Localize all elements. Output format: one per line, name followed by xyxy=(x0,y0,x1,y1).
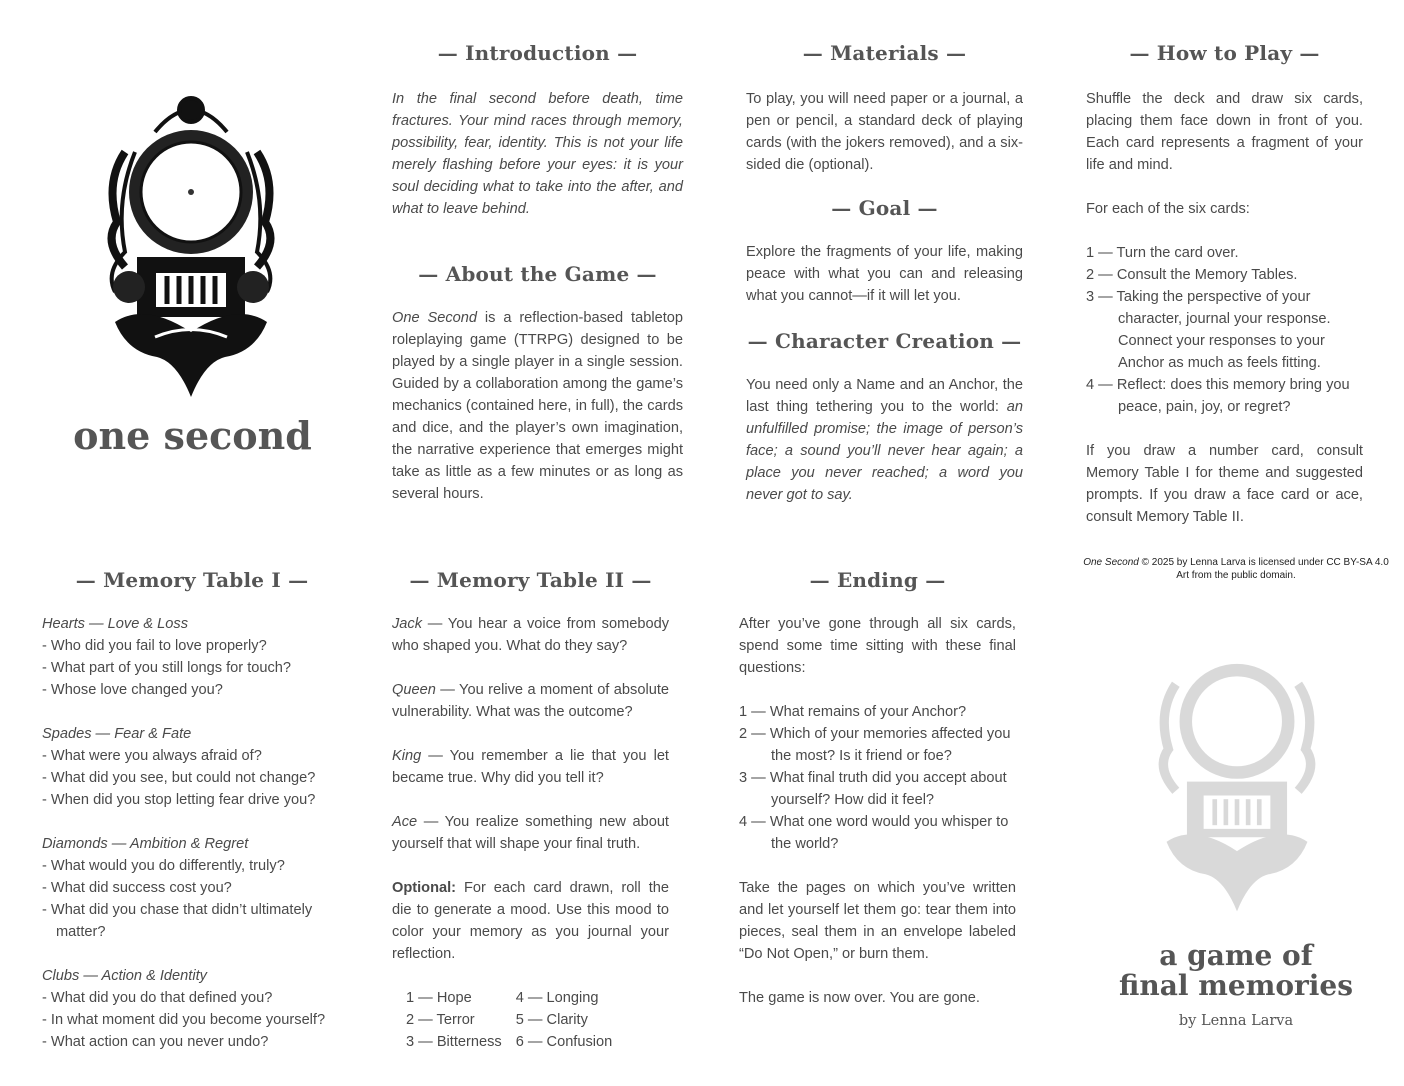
license-text: © 2025 by Lenna Larva is licensed under CC BY-SA 4.0 xyxy=(1138,557,1389,568)
suit-title: Spades — Fear & Fate xyxy=(42,726,192,742)
memory-table-2 xyxy=(392,567,669,1053)
ending-question: 2 — Which of your memories affected you the most? Is it friend or foe? xyxy=(739,726,1011,764)
prompt: - What were you always afraid of? xyxy=(42,748,262,764)
about-title-italic: One Second xyxy=(392,310,477,326)
howto-intro: Shuffle the deck and draw six cards, placing them face down in front of you. Each card represents a fragment of your life and mind. xyxy=(1086,91,1363,173)
character-heading: — Character Creation — xyxy=(747,329,1022,353)
ending-question: 1 — What remains of your Anchor? xyxy=(739,704,967,720)
goal-section xyxy=(746,195,1023,307)
character-section xyxy=(746,328,1023,506)
card-name: Jack xyxy=(392,616,423,632)
prompt: - What did you chase that didn’t ultimately matter? xyxy=(42,902,313,940)
howto-for-each: For each of the six cards: xyxy=(1086,201,1250,217)
introduction-heading: — Introduction — xyxy=(437,41,638,65)
howto-step: 1 — Turn the card over. xyxy=(1086,245,1239,261)
prompt: - What would you do differently, truly? xyxy=(42,858,285,874)
optional-label: Optional: xyxy=(392,880,457,896)
howto-step: 2 — Consult the Memory Tables. xyxy=(1086,267,1298,283)
card-name: Queen xyxy=(392,682,436,698)
optional-text: For each card drawn, roll the die to generate a mood. Use this mood to color your memory as you journal your reflection. xyxy=(392,880,669,962)
howto-step: 4 — Reflect: does this memory bring you peace, pain, joy, or regret? xyxy=(1086,377,1350,415)
howto-step: 3 — Taking the perspective of your character, journal your response. Connect your responses to your Anchor as much as feels fitting. xyxy=(1086,289,1331,371)
faded-clock-illustration xyxy=(1148,620,1326,920)
introduction-section xyxy=(392,40,683,220)
mood-row xyxy=(406,987,626,1009)
face-card-entry xyxy=(392,679,669,723)
ending-question: 3 — What final truth did you accept about yourself? How did it feel? xyxy=(739,770,1007,808)
memory-table-2-heading: — Memory Table II — xyxy=(409,568,652,592)
prompt: - What did you see, but could not change? xyxy=(42,770,316,786)
ending-intro: After you’ve gone through all six cards, spend some time sitting with these final questions: xyxy=(739,616,1016,676)
about-text xyxy=(392,307,683,505)
mood-row xyxy=(406,1031,626,1053)
face-card-entry xyxy=(392,613,669,657)
suit-title: Hearts — Love & Loss xyxy=(42,616,189,632)
mood-cell: 5 — Clarity xyxy=(515,1012,588,1028)
about-body: is a reflection-based tabletop roleplaying game (TTRPG) designed to be played by a single player in a single session. Guided by a collaboration among the game’s mechanics (contained here, in full), the cards and dice, and the player’s own imagination, the narrative experience that emerges might take as little as a few minutes or as long as several hours. xyxy=(392,310,683,502)
mood-cell: 1 — Hope xyxy=(406,990,472,1006)
introduction-text: In the final second before death, time fractures. Your mind races through memory, possibility, fear, identity. This is not your life merely flashing before your eyes: it is your soul deciding what to take into the after, and what to leave behind. xyxy=(392,91,683,217)
howto-heading: — How to Play — xyxy=(1129,41,1320,65)
face-card-entry xyxy=(392,745,669,789)
license-art: Art from the public domain. xyxy=(1176,570,1296,581)
mood-row xyxy=(406,1009,626,1031)
ending-release: Take the pages on which you’ve written and let yourself let them go: tear them into pieces, seal them in an envelope labeled “Do Not Open,” or burn them. xyxy=(739,880,1016,962)
mood-cell: 2 — Terror xyxy=(406,1012,475,1028)
prompt: - When did you stop letting fear drive you? xyxy=(42,792,316,808)
memory-table-1 xyxy=(42,567,342,1053)
byline: by Lenna Larva xyxy=(1178,1013,1294,1029)
license-title: One Second xyxy=(1083,557,1139,568)
ending-final: The game is now over. You are gone. xyxy=(739,990,980,1006)
ornate-clock-illustration xyxy=(95,92,287,397)
subtitle-line-1: a game of xyxy=(1159,939,1313,972)
card-prompt: — You realize something new about yourself that will shape your final truth. xyxy=(392,814,669,852)
character-body: You need only a Name and an Anchor, the last thing tethering you to the world: xyxy=(746,377,1023,415)
license-notice xyxy=(1080,556,1392,582)
character-anchor-examples: an unfulfilled promise; the image of person’s face; a sound you’ll never hear again; a place you never reached; a word you never got to say. xyxy=(746,399,1023,503)
character-text xyxy=(746,374,1023,506)
about-heading: — About the Game — xyxy=(418,262,657,286)
card-name: King xyxy=(392,748,422,764)
materials-heading: — Materials — xyxy=(802,41,967,65)
about-section xyxy=(392,261,683,505)
goal-heading: — Goal — xyxy=(831,196,938,220)
card-name: Ace xyxy=(392,814,418,830)
materials-text: To play, you will need paper or a journal, a pen or pencil, a standard deck of playing cards (with the jokers removed), and a six-sided die (optional). xyxy=(746,91,1023,173)
memory-table-1-heading: — Memory Table I — xyxy=(75,568,309,592)
mood-table xyxy=(406,987,626,1053)
card-prompt: — You relive a moment of absolute vulnerability. What was the outcome? xyxy=(392,682,669,720)
howto-section xyxy=(1086,40,1363,528)
prompt: - What did you do that defined you? xyxy=(42,990,273,1006)
prompt: - What did success cost you? xyxy=(42,880,232,896)
suit-title: Clubs — Action & Identity xyxy=(42,968,207,984)
mood-cell: 3 — Bitterness xyxy=(406,1034,502,1050)
goal-text: Explore the fragments of your life, making peace with what you can and releasing what you cannot—if it will let you. xyxy=(746,244,1023,304)
prompt: - Whose love changed you? xyxy=(42,682,223,698)
mood-cell: 4 — Longing xyxy=(515,990,599,1006)
prompt: - What part of you still longs for touch? xyxy=(42,660,292,676)
mood-cell: 6 — Confusion xyxy=(515,1034,613,1050)
prompt: - In what moment did you become yourself? xyxy=(42,1012,326,1028)
subtitle-line-2: final memories xyxy=(1119,969,1353,1002)
ending-heading: — Ending — xyxy=(809,568,946,592)
ending-section xyxy=(739,567,1016,1009)
prompt: - Who did you fail to love properly? xyxy=(42,638,267,654)
optional-rule xyxy=(392,877,669,965)
howto-outro: If you draw a number card, consult Memory Table I for theme and suggested prompts. If you draw a face card or ace, consult Memory Table II. xyxy=(1086,443,1363,525)
materials-section xyxy=(746,40,1023,176)
prompt: - What action can you never undo? xyxy=(42,1034,269,1050)
game-title: one second xyxy=(73,413,312,458)
card-prompt: — You hear a voice from somebody who shaped you. What do they say? xyxy=(392,616,669,654)
suit-title: Diamonds — Ambition & Regret xyxy=(42,836,249,852)
face-card-entry xyxy=(392,811,669,855)
card-prompt: — You remember a lie that you let became true. Why did you tell it? xyxy=(392,748,669,786)
ending-question: 4 — What one word would you whisper to the world? xyxy=(739,814,1009,852)
